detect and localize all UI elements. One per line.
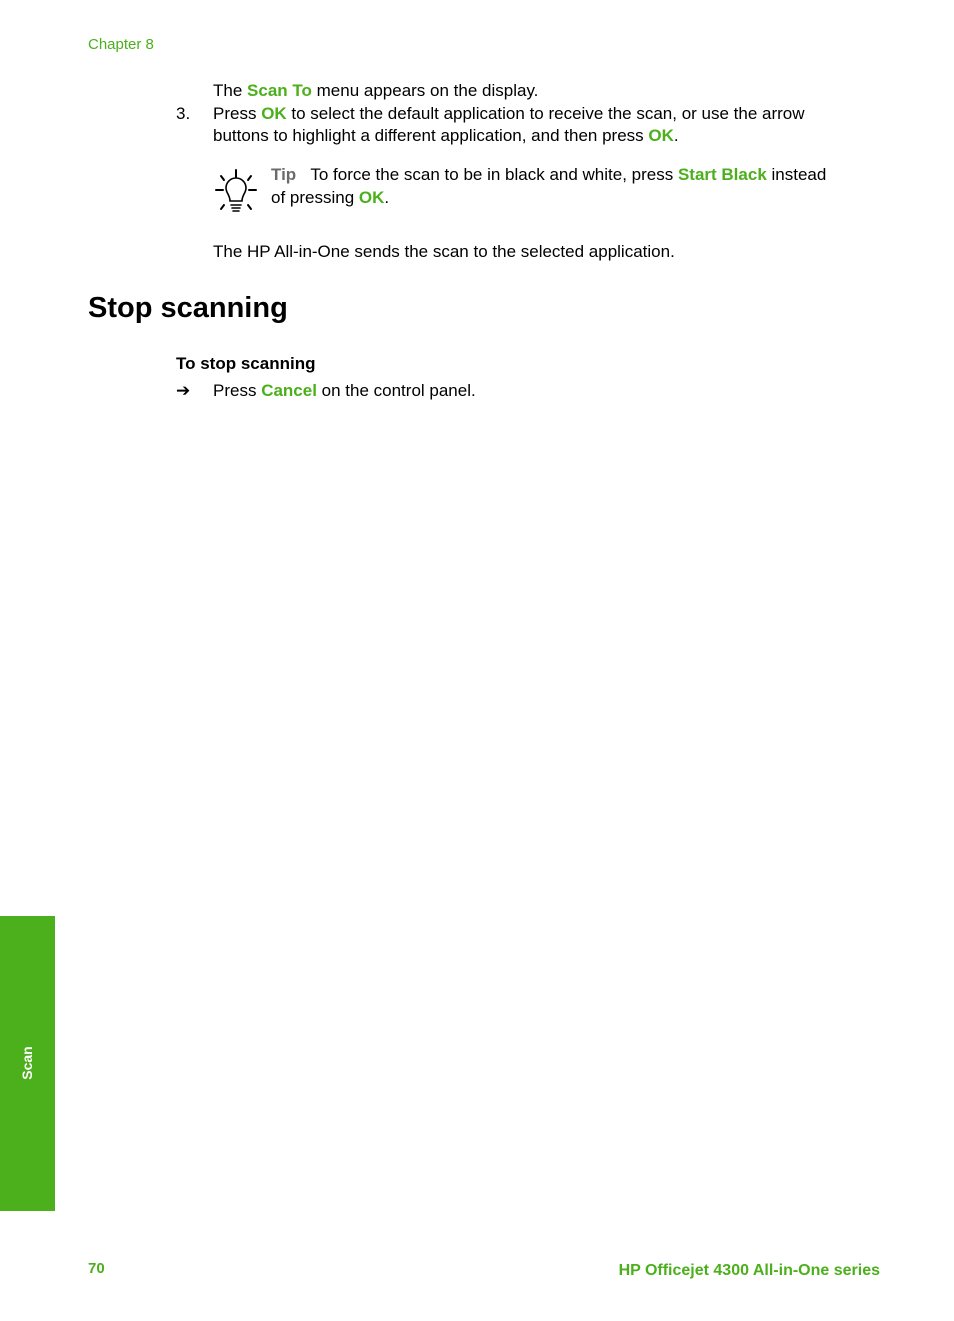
chapter-header: Chapter 8 (88, 36, 154, 53)
cancel-button-label: Cancel (261, 381, 317, 400)
tip-l1-pre: To force the scan to be in black and white, press (310, 165, 678, 184)
tip-l2-pre: of pressing (271, 188, 359, 207)
stop-step-post: on the control panel. (316, 381, 476, 400)
step3-l1-post: to select the default application to receive the scan, or use the arrow (286, 104, 805, 123)
intro-line (213, 80, 538, 102)
tip-line1 (271, 164, 826, 186)
footer-title: HP Officejet 4300 All-in-One series (618, 1262, 880, 1279)
result-text: The HP All-in-One sends the scan to the selected application. (213, 242, 675, 261)
step-number: 3. (176, 104, 191, 123)
tip-l1-post: instead (766, 165, 827, 184)
intro-post: menu appears on the display. (311, 81, 539, 100)
intro-pre: The (213, 81, 248, 100)
ok-button-label: OK (648, 126, 674, 145)
side-tab-label: Scan (19, 1046, 35, 1080)
start-black-button-label: Start Black (677, 165, 767, 184)
tip-l2-post: . (384, 188, 390, 207)
tip-label: Tip (271, 165, 297, 184)
step3-line2 (213, 125, 679, 147)
section-title: Stop scanning (88, 292, 288, 324)
step3-l1-pre: Press (213, 104, 262, 123)
step3-l2-post: . (673, 126, 679, 145)
step3-line1 (213, 103, 805, 125)
page-number: 70 (88, 1260, 105, 1277)
step3-l2-pre: buttons to highlight a different application, and then press (213, 126, 649, 145)
stop-step-pre: Press (213, 381, 262, 400)
arrow-bullet: ➔ (176, 381, 191, 400)
lightbulb-icon (214, 168, 258, 216)
tip-line2 (271, 187, 389, 209)
ok-button-label: OK (358, 188, 385, 207)
stop-step (213, 380, 476, 402)
ok-button-label: OK (261, 104, 287, 123)
scan-to-menu: Scan To (247, 81, 312, 100)
section-subheading: To stop scanning (176, 354, 316, 373)
